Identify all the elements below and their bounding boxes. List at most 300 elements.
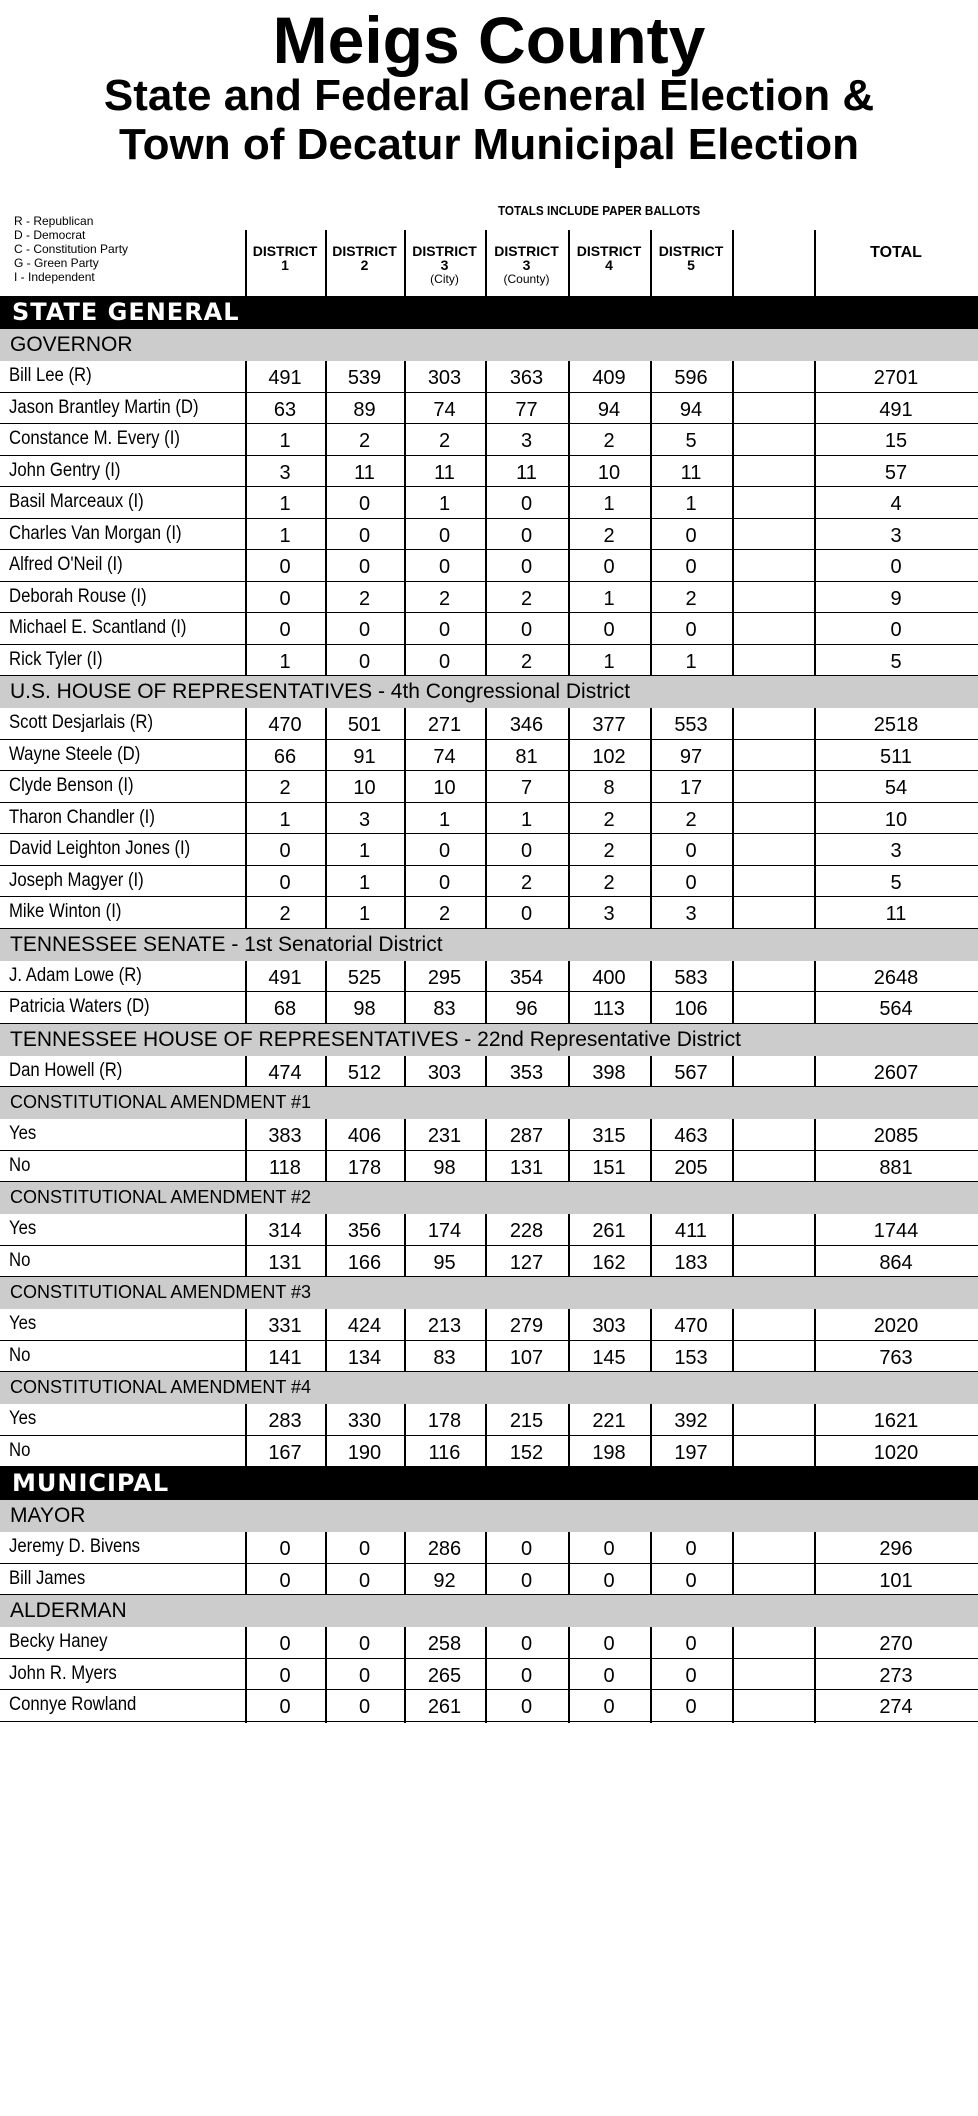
vote-total: 491 — [879, 398, 913, 421]
column-divider — [814, 1056, 816, 1089]
column-divider — [404, 1564, 406, 1597]
column-divider — [485, 740, 487, 773]
column-divider — [732, 961, 734, 994]
column-divider — [404, 1627, 406, 1660]
vote-count: 0 — [685, 1538, 697, 1560]
candidate-name: Mike Winton (I) — [9, 901, 122, 922]
column-divider — [325, 1056, 327, 1089]
vote-count: 583 — [674, 966, 708, 989]
column-divider — [650, 1627, 652, 1660]
column-divider — [568, 1564, 570, 1597]
column-divider — [732, 897, 734, 930]
column-divider — [325, 456, 327, 489]
column-divider — [485, 424, 487, 457]
column-divider — [485, 393, 487, 426]
column-divider — [814, 1627, 816, 1660]
table-row — [0, 1309, 978, 1341]
candidate-name: J. Adam Lowe (R) — [9, 964, 142, 986]
vote-total: 11 — [885, 903, 907, 925]
vote-count: 1 — [603, 650, 615, 673]
column-divider — [814, 424, 816, 457]
column-divider — [732, 424, 734, 457]
column-divider — [325, 582, 327, 615]
column-divider — [814, 393, 816, 426]
column-divider — [485, 803, 487, 836]
vote-count: 463 — [674, 1125, 708, 1147]
section-header: STATE GENERAL — [0, 296, 978, 329]
column-divider — [325, 1309, 327, 1342]
vote-count: 0 — [279, 1633, 291, 1655]
column-divider — [650, 897, 652, 930]
vote-count: 11 — [680, 461, 702, 484]
column-divider — [245, 834, 247, 867]
column-divider — [568, 1690, 570, 1723]
column-divider — [814, 519, 816, 552]
candidate-name: Wayne Steele (D) — [9, 743, 141, 765]
column-divider — [245, 230, 247, 296]
table-row — [0, 1532, 978, 1564]
vote-count: 1 — [520, 808, 533, 831]
vote-count: 398 — [592, 1061, 626, 1084]
vote-total: 4 — [890, 493, 902, 515]
column-divider — [568, 487, 570, 520]
table-row — [0, 645, 978, 677]
vote-count: 0 — [520, 1538, 533, 1560]
vote-total: 2518 — [873, 714, 919, 736]
vote-count: 0 — [438, 840, 451, 862]
column-divider — [404, 740, 406, 773]
vote-count: 10 — [353, 777, 376, 799]
vote-count: 205 — [674, 1156, 708, 1179]
vote-count: 74 — [433, 398, 456, 421]
vote-count: 2 — [685, 587, 697, 610]
vote-count: 0 — [603, 1696, 615, 1718]
vote-count: 0 — [358, 556, 371, 578]
table-row — [0, 613, 978, 645]
vote-count: 213 — [427, 1315, 462, 1337]
vote-count: 167 — [268, 1441, 302, 1464]
column-divider — [325, 424, 327, 457]
column-divider — [404, 866, 406, 899]
column-divider — [568, 803, 570, 836]
vote-count: 89 — [353, 398, 376, 421]
vote-count: 118 — [269, 1156, 301, 1179]
vote-count: 356 — [347, 1220, 382, 1242]
vote-count: 94 — [597, 398, 621, 421]
column-divider — [732, 771, 734, 804]
column-divider — [325, 550, 327, 583]
column-divider — [325, 1659, 327, 1692]
column-divider — [732, 361, 734, 394]
column-divider — [404, 645, 406, 678]
column-divider — [485, 613, 487, 646]
column-divider — [732, 393, 734, 426]
vote-count: 166 — [347, 1251, 382, 1274]
vote-count: 178 — [427, 1410, 462, 1432]
vote-count: 409 — [592, 367, 626, 389]
column-divider — [568, 1246, 570, 1279]
table-row — [0, 803, 978, 835]
vote-count: 97 — [679, 745, 703, 768]
column-divider — [650, 771, 652, 804]
column-divider — [568, 708, 570, 741]
vote-count: 0 — [279, 556, 291, 578]
column-divider — [245, 1404, 247, 1437]
column-header — [650, 230, 732, 296]
legend-item: C - Constitution Party — [14, 242, 129, 256]
column-divider — [245, 1659, 247, 1692]
column-divider — [650, 803, 652, 836]
column-divider — [814, 740, 816, 773]
vote-total: 3 — [890, 840, 902, 862]
column-divider — [404, 1659, 406, 1692]
vote-total: 0 — [890, 619, 902, 641]
column-divider — [325, 1246, 327, 1279]
vote-count: 2 — [279, 903, 291, 925]
column-divider — [404, 393, 406, 426]
column-divider — [485, 1246, 487, 1279]
candidate-name: Clyde Benson (I) — [9, 775, 134, 796]
column-divider — [814, 487, 816, 520]
column-divider — [568, 1436, 570, 1469]
vote-count: 2 — [603, 840, 615, 862]
column-divider — [650, 1564, 652, 1597]
vote-count: 0 — [520, 840, 533, 862]
vote-total: 5 — [890, 650, 902, 673]
column-divider — [485, 1341, 487, 1374]
vote-count: 0 — [685, 524, 697, 547]
vote-count: 0 — [685, 619, 697, 641]
candidate-name: Becky Haney — [9, 1631, 108, 1652]
table-row — [0, 1246, 978, 1278]
vote-count: 474 — [268, 1061, 302, 1084]
vote-count: 107 — [509, 1346, 544, 1369]
column-divider — [485, 456, 487, 489]
column-divider — [814, 834, 816, 867]
candidate-name: Michael E. Scantland (I) — [9, 617, 187, 638]
column-divider — [568, 1659, 570, 1692]
column-divider — [404, 424, 406, 457]
race-header: U.S. HOUSE OF REPRESENTATIVES - 4th Congressional District — [0, 676, 978, 708]
column-divider — [404, 1436, 406, 1469]
column-divider — [245, 613, 247, 646]
column-divider — [568, 961, 570, 994]
vote-count: 11 — [434, 461, 455, 484]
column-divider — [404, 1214, 406, 1247]
column-divider — [650, 1056, 652, 1089]
column-divider — [325, 645, 327, 678]
column-divider — [325, 1404, 327, 1437]
vote-count: 162 — [592, 1251, 626, 1274]
candidate-name: Rick Tyler (I) — [9, 648, 103, 670]
vote-count: 2 — [685, 808, 697, 831]
column-divider — [485, 1690, 487, 1723]
column-divider — [650, 456, 652, 489]
vote-count: 131 — [268, 1251, 302, 1274]
vote-count: 95 — [433, 1251, 456, 1274]
vote-count: 221 — [592, 1410, 626, 1432]
column-divider — [732, 1151, 734, 1184]
vote-count: 0 — [358, 524, 371, 547]
vote-count: 406 — [347, 1125, 382, 1147]
candidate-name: Basil Marceaux (I) — [9, 491, 144, 512]
column-divider — [732, 866, 734, 899]
column-divider — [650, 1404, 652, 1437]
vote-total: 0 — [890, 556, 902, 578]
column-divider — [568, 1151, 570, 1184]
section-header: MUNICIPAL — [0, 1467, 978, 1500]
column-header-num: 4 — [605, 257, 613, 273]
vote-count: 94 — [679, 398, 703, 421]
column-divider — [245, 1246, 247, 1279]
column-divider — [650, 1246, 652, 1279]
column-divider — [732, 1564, 734, 1597]
column-divider — [732, 803, 734, 836]
column-divider — [245, 1690, 247, 1723]
table-row — [0, 582, 978, 614]
column-divider — [814, 1436, 816, 1469]
column-header-sub: (City) — [430, 272, 459, 286]
vote-count: 215 — [509, 1410, 544, 1432]
vote-total: 2648 — [873, 966, 919, 989]
candidate-name: Joseph Magyer (I) — [9, 869, 144, 891]
column-divider — [325, 992, 327, 1025]
column-divider — [485, 1627, 487, 1660]
table-row — [0, 487, 978, 519]
column-divider — [814, 1151, 816, 1184]
column-divider — [732, 740, 734, 773]
column-divider — [568, 645, 570, 678]
column-divider — [325, 487, 327, 520]
column-divider — [245, 961, 247, 994]
column-divider — [568, 1309, 570, 1342]
column-divider — [650, 519, 652, 552]
column-divider — [245, 361, 247, 394]
column-divider — [650, 1214, 652, 1247]
column-divider — [732, 582, 734, 615]
column-divider — [650, 613, 652, 646]
vote-total: 2701 — [873, 367, 919, 389]
table-row — [0, 992, 978, 1024]
column-divider — [568, 1056, 570, 1089]
vote-count: 106 — [674, 998, 708, 1020]
column-divider — [404, 230, 406, 296]
vote-total: 1621 — [873, 1410, 919, 1432]
column-header-num: 3 — [522, 257, 531, 273]
vote-count: 0 — [520, 1696, 533, 1718]
vote-count: 81 — [515, 745, 538, 768]
totals-note: TOTALS INCLUDE PAPER BALLOTS — [498, 203, 701, 218]
column-divider — [325, 393, 327, 426]
column-divider — [245, 897, 247, 930]
column-divider — [732, 1404, 734, 1437]
vote-count: 596 — [674, 367, 708, 389]
column-divider — [650, 1532, 652, 1565]
column-divider — [650, 393, 652, 426]
column-divider — [485, 1151, 487, 1184]
vote-count: 315 — [592, 1125, 626, 1147]
column-divider — [485, 1056, 487, 1089]
column-divider — [650, 1309, 652, 1342]
vote-count: 174 — [427, 1220, 462, 1242]
column-divider — [732, 1246, 734, 1279]
vote-count: 3 — [603, 903, 615, 925]
column-divider — [404, 550, 406, 583]
column-header-num: 1 — [281, 257, 289, 273]
vote-count: 1 — [358, 871, 371, 894]
column-divider — [485, 645, 487, 678]
vote-count: 0 — [520, 524, 533, 547]
column-divider — [568, 740, 570, 773]
column-header — [325, 230, 404, 296]
vote-count: 271 — [427, 714, 462, 736]
column-divider — [650, 1119, 652, 1152]
vote-count: 424 — [347, 1315, 382, 1337]
column-divider — [568, 834, 570, 867]
column-divider — [650, 834, 652, 867]
vote-count: 2 — [438, 587, 451, 610]
vote-count: 1 — [603, 587, 615, 610]
vote-count: 2 — [603, 871, 615, 894]
vote-count: 303 — [427, 367, 462, 389]
table-row — [0, 550, 978, 582]
column-divider — [485, 582, 487, 615]
vote-count: 491 — [268, 966, 302, 989]
vote-count: 0 — [685, 840, 697, 862]
vote-count: 131 — [509, 1156, 544, 1179]
candidate-name: No — [9, 1249, 31, 1271]
column-divider — [325, 740, 327, 773]
column-divider — [732, 487, 734, 520]
vote-count: 0 — [358, 1696, 371, 1718]
vote-count: 74 — [433, 745, 456, 768]
column-divider — [732, 230, 734, 296]
vote-count: 228 — [509, 1220, 544, 1242]
column-divider — [732, 1214, 734, 1247]
vote-count: 91 — [353, 745, 376, 768]
vote-count: 83 — [433, 1346, 456, 1369]
column-divider — [814, 1690, 816, 1723]
column-divider — [814, 1309, 816, 1342]
column-divider — [814, 1341, 816, 1374]
vote-count: 98 — [353, 998, 376, 1020]
column-divider — [325, 897, 327, 930]
vote-count: 0 — [520, 493, 533, 515]
column-divider — [245, 708, 247, 741]
candidate-name: John Gentry (I) — [9, 459, 121, 481]
column-divider — [404, 1690, 406, 1723]
column-divider — [245, 1056, 247, 1089]
column-divider — [325, 613, 327, 646]
column-divider — [404, 613, 406, 646]
vote-count: 0 — [438, 871, 451, 894]
column-divider — [485, 1532, 487, 1565]
column-divider — [732, 1341, 734, 1374]
table-row — [0, 1436, 978, 1468]
table-row — [0, 456, 978, 488]
vote-count: 2 — [603, 430, 615, 452]
vote-count: 314 — [268, 1220, 302, 1242]
race-header: CONSTITUTIONAL AMENDMENT #1 — [0, 1087, 978, 1119]
column-divider — [325, 1341, 327, 1374]
column-divider — [485, 1436, 487, 1469]
vote-count: 0 — [279, 1569, 291, 1592]
column-divider — [325, 1564, 327, 1597]
column-divider — [814, 897, 816, 930]
column-divider — [485, 771, 487, 804]
table-row — [0, 1214, 978, 1246]
candidate-name: No — [9, 1154, 31, 1176]
column-divider — [325, 519, 327, 552]
column-header-num: 5 — [687, 257, 695, 273]
candidate-name: Tharon Chandler (I) — [9, 806, 155, 828]
column-divider — [732, 1690, 734, 1723]
column-divider — [568, 771, 570, 804]
vote-count: 0 — [438, 619, 451, 641]
column-divider — [325, 803, 327, 836]
column-divider — [485, 961, 487, 994]
column-divider — [814, 1246, 816, 1279]
column-divider — [325, 708, 327, 741]
column-divider — [568, 456, 570, 489]
column-divider — [650, 550, 652, 583]
column-divider — [485, 361, 487, 394]
vote-count: 0 — [279, 1664, 291, 1687]
column-divider — [245, 393, 247, 426]
column-divider — [245, 1341, 247, 1374]
vote-count: 113 — [593, 998, 625, 1020]
vote-count: 66 — [273, 745, 297, 768]
column-divider — [325, 1627, 327, 1660]
column-divider — [814, 1659, 816, 1692]
table-row — [0, 1056, 978, 1088]
vote-count: 0 — [358, 1538, 371, 1560]
vote-count: 0 — [279, 619, 291, 641]
vote-count: 392 — [674, 1410, 708, 1432]
column-divider — [732, 834, 734, 867]
vote-count: 512 — [347, 1061, 382, 1084]
column-divider — [325, 771, 327, 804]
vote-count: 0 — [603, 619, 615, 641]
column-divider — [245, 424, 247, 457]
column-divider — [568, 582, 570, 615]
vote-count: 2 — [438, 903, 451, 925]
vote-total: 2607 — [873, 1061, 919, 1084]
vote-count: 0 — [685, 1569, 697, 1592]
candidate-name: Dan Howell (R) — [9, 1059, 123, 1081]
table-row — [0, 1690, 978, 1722]
vote-count: 354 — [509, 966, 544, 989]
column-divider — [245, 1151, 247, 1184]
table-row — [0, 519, 978, 551]
vote-count: 3 — [520, 430, 533, 452]
table-row — [0, 1564, 978, 1596]
column-divider — [568, 519, 570, 552]
race-header: CONSTITUTIONAL AMENDMENT #4 — [0, 1372, 978, 1404]
vote-count: 0 — [685, 871, 697, 894]
column-header — [485, 230, 568, 296]
column-divider — [568, 1119, 570, 1152]
column-divider — [650, 1151, 652, 1184]
vote-total: 274 — [879, 1696, 913, 1718]
column-header-label: DISTRICT — [412, 243, 477, 259]
vote-total: 864 — [879, 1251, 913, 1274]
column-divider — [325, 1436, 327, 1469]
candidate-name: Jeremy D. Bivens — [9, 1536, 141, 1557]
table-row — [0, 1119, 978, 1151]
vote-count: 0 — [438, 650, 451, 673]
column-divider — [650, 1341, 652, 1374]
